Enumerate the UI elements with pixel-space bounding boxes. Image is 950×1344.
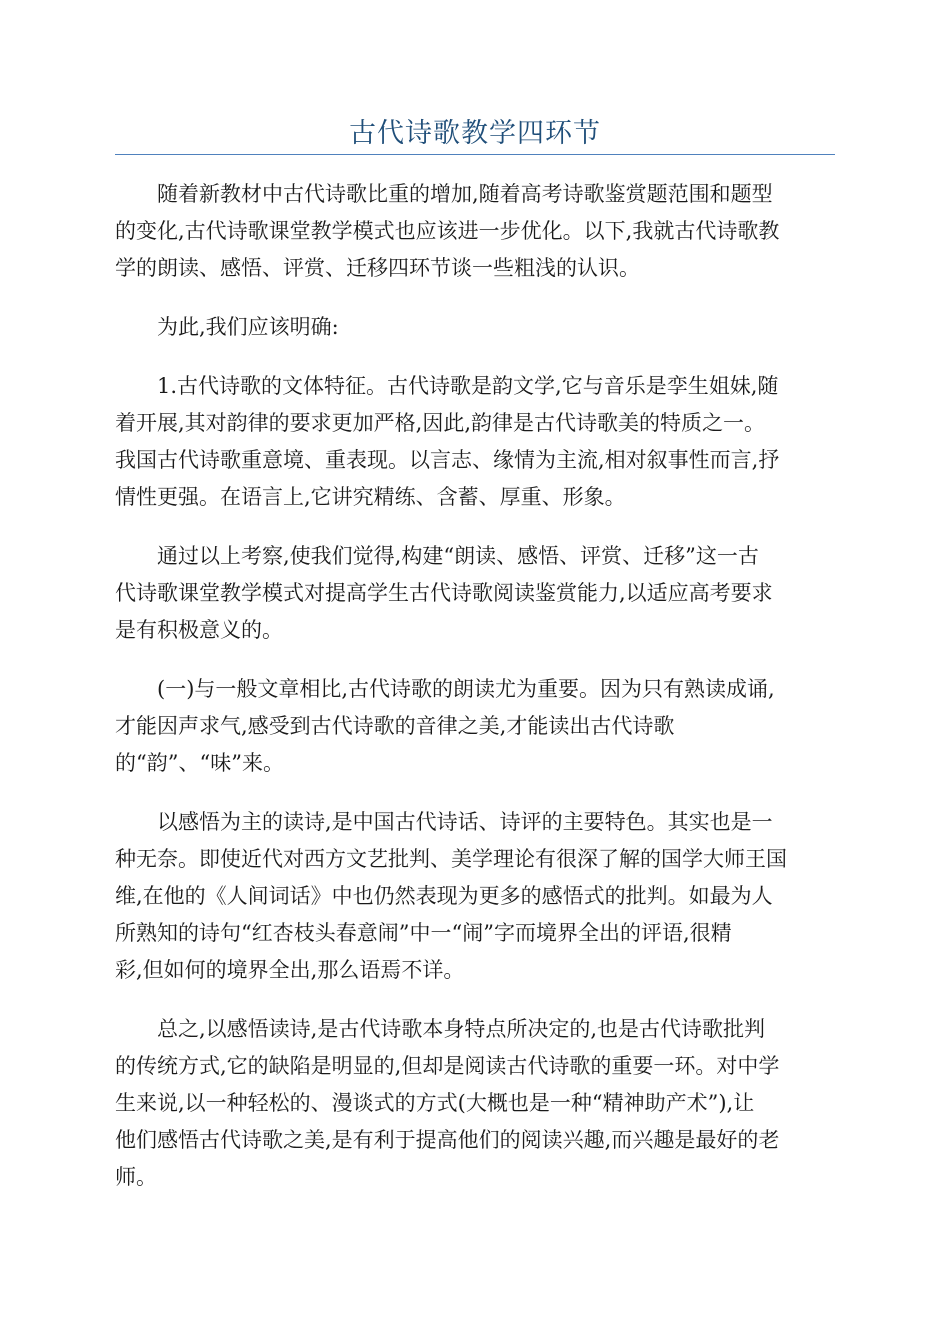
paragraph-line: 种无奈。即使近代对西方文艺批判、美学理论有很深了解的国学大师王国: [115, 847, 787, 871]
paragraph-line: 他们感悟古代诗歌之美,是有利于提高他们的阅读兴趣,而兴趣是最好的老: [115, 1128, 780, 1152]
body-paragraph: [115, 804, 835, 989]
paragraph-line: 维,在他的《人间词话》中也仍然表现为更多的感悟式的批判。如最为人: [115, 884, 773, 908]
paragraph-line: 着开展,其对韵律的要求更加严格,因此,韵律是古代诗歌美的特质之一。: [115, 411, 766, 435]
body-paragraph: [115, 368, 835, 516]
paragraph-line: 师。: [115, 1165, 157, 1189]
paragraph-line: 才能因声求气,感受到古代诗歌的音律之美,才能读出古代诗歌: [115, 714, 675, 738]
paragraph-line: 的“韵”、“味”来。: [115, 751, 284, 775]
paragraph-line: 以感悟为主的读诗,是中国古代诗话、诗评的主要特色。其实也是一: [157, 810, 773, 834]
paragraph-line: 为此,我们应该明确:: [157, 315, 339, 339]
paragraph-line: 的传统方式,它的缺陷是明显的,但却是阅读古代诗歌的重要一环。对中学: [115, 1054, 780, 1078]
body-paragraph: [115, 309, 835, 346]
paragraph-line: 所熟知的诗句“红杏枝头春意闹”中一“闹”字而境界全出的评语,很精: [115, 921, 732, 945]
paragraph-line: 学的朗读、感悟、评赏、迁移四环节谈一些粗浅的认识。: [115, 256, 640, 280]
paragraph-line: 情性更强。在语言上,它讲究精练、含蓄、厚重、形象。: [115, 485, 626, 509]
body-paragraph: [115, 671, 835, 782]
title-divider: [115, 154, 835, 155]
paragraph-line: (一)与一般文章相比,古代诗歌的朗读尤为重要。因为只有熟读成诵,: [157, 677, 775, 701]
paragraph-line: 彩,但如何的境界全出,那么语焉不详。: [115, 958, 465, 982]
paragraph-line: 的变化,古代诗歌课堂教学模式也应该进一步优化。以下,我就古代诗歌教: [115, 219, 780, 243]
paragraph-line: 代诗歌课堂教学模式对提高学生古代诗歌阅读鉴赏能力,以适应高考要求: [115, 581, 773, 605]
body-paragraph: [115, 1011, 835, 1196]
paragraph-line: 是有积极意义的。: [115, 618, 283, 642]
paragraph-line: 我国古代诗歌重意境、重表现。以言志、缘情为主流,相对叙事性而言,抒: [115, 448, 780, 472]
body-paragraph: [115, 538, 835, 649]
body-paragraph: [115, 176, 835, 287]
paragraph-line: 1.古代诗歌的文体特征。古代诗歌是韵文学,它与音乐是孪生姐妹,随: [157, 374, 779, 398]
document-body: [115, 176, 835, 1218]
paragraph-line: 生来说,以一种轻松的、漫谈式的方式(大概也是一种“精神助产术”),让: [115, 1091, 755, 1115]
document-title: 古代诗歌教学四环节: [349, 118, 601, 149]
paragraph-line: 通过以上考察,使我们觉得,构建“朗读、感悟、评赏、迁移”这一古: [157, 544, 759, 568]
paragraph-line: 随着新教材中古代诗歌比重的增加,随着高考诗歌鉴赏题范围和题型: [157, 182, 773, 206]
paragraph-line: 总之,以感悟读诗,是古代诗歌本身特点所决定的,也是古代诗歌批判: [157, 1017, 766, 1041]
